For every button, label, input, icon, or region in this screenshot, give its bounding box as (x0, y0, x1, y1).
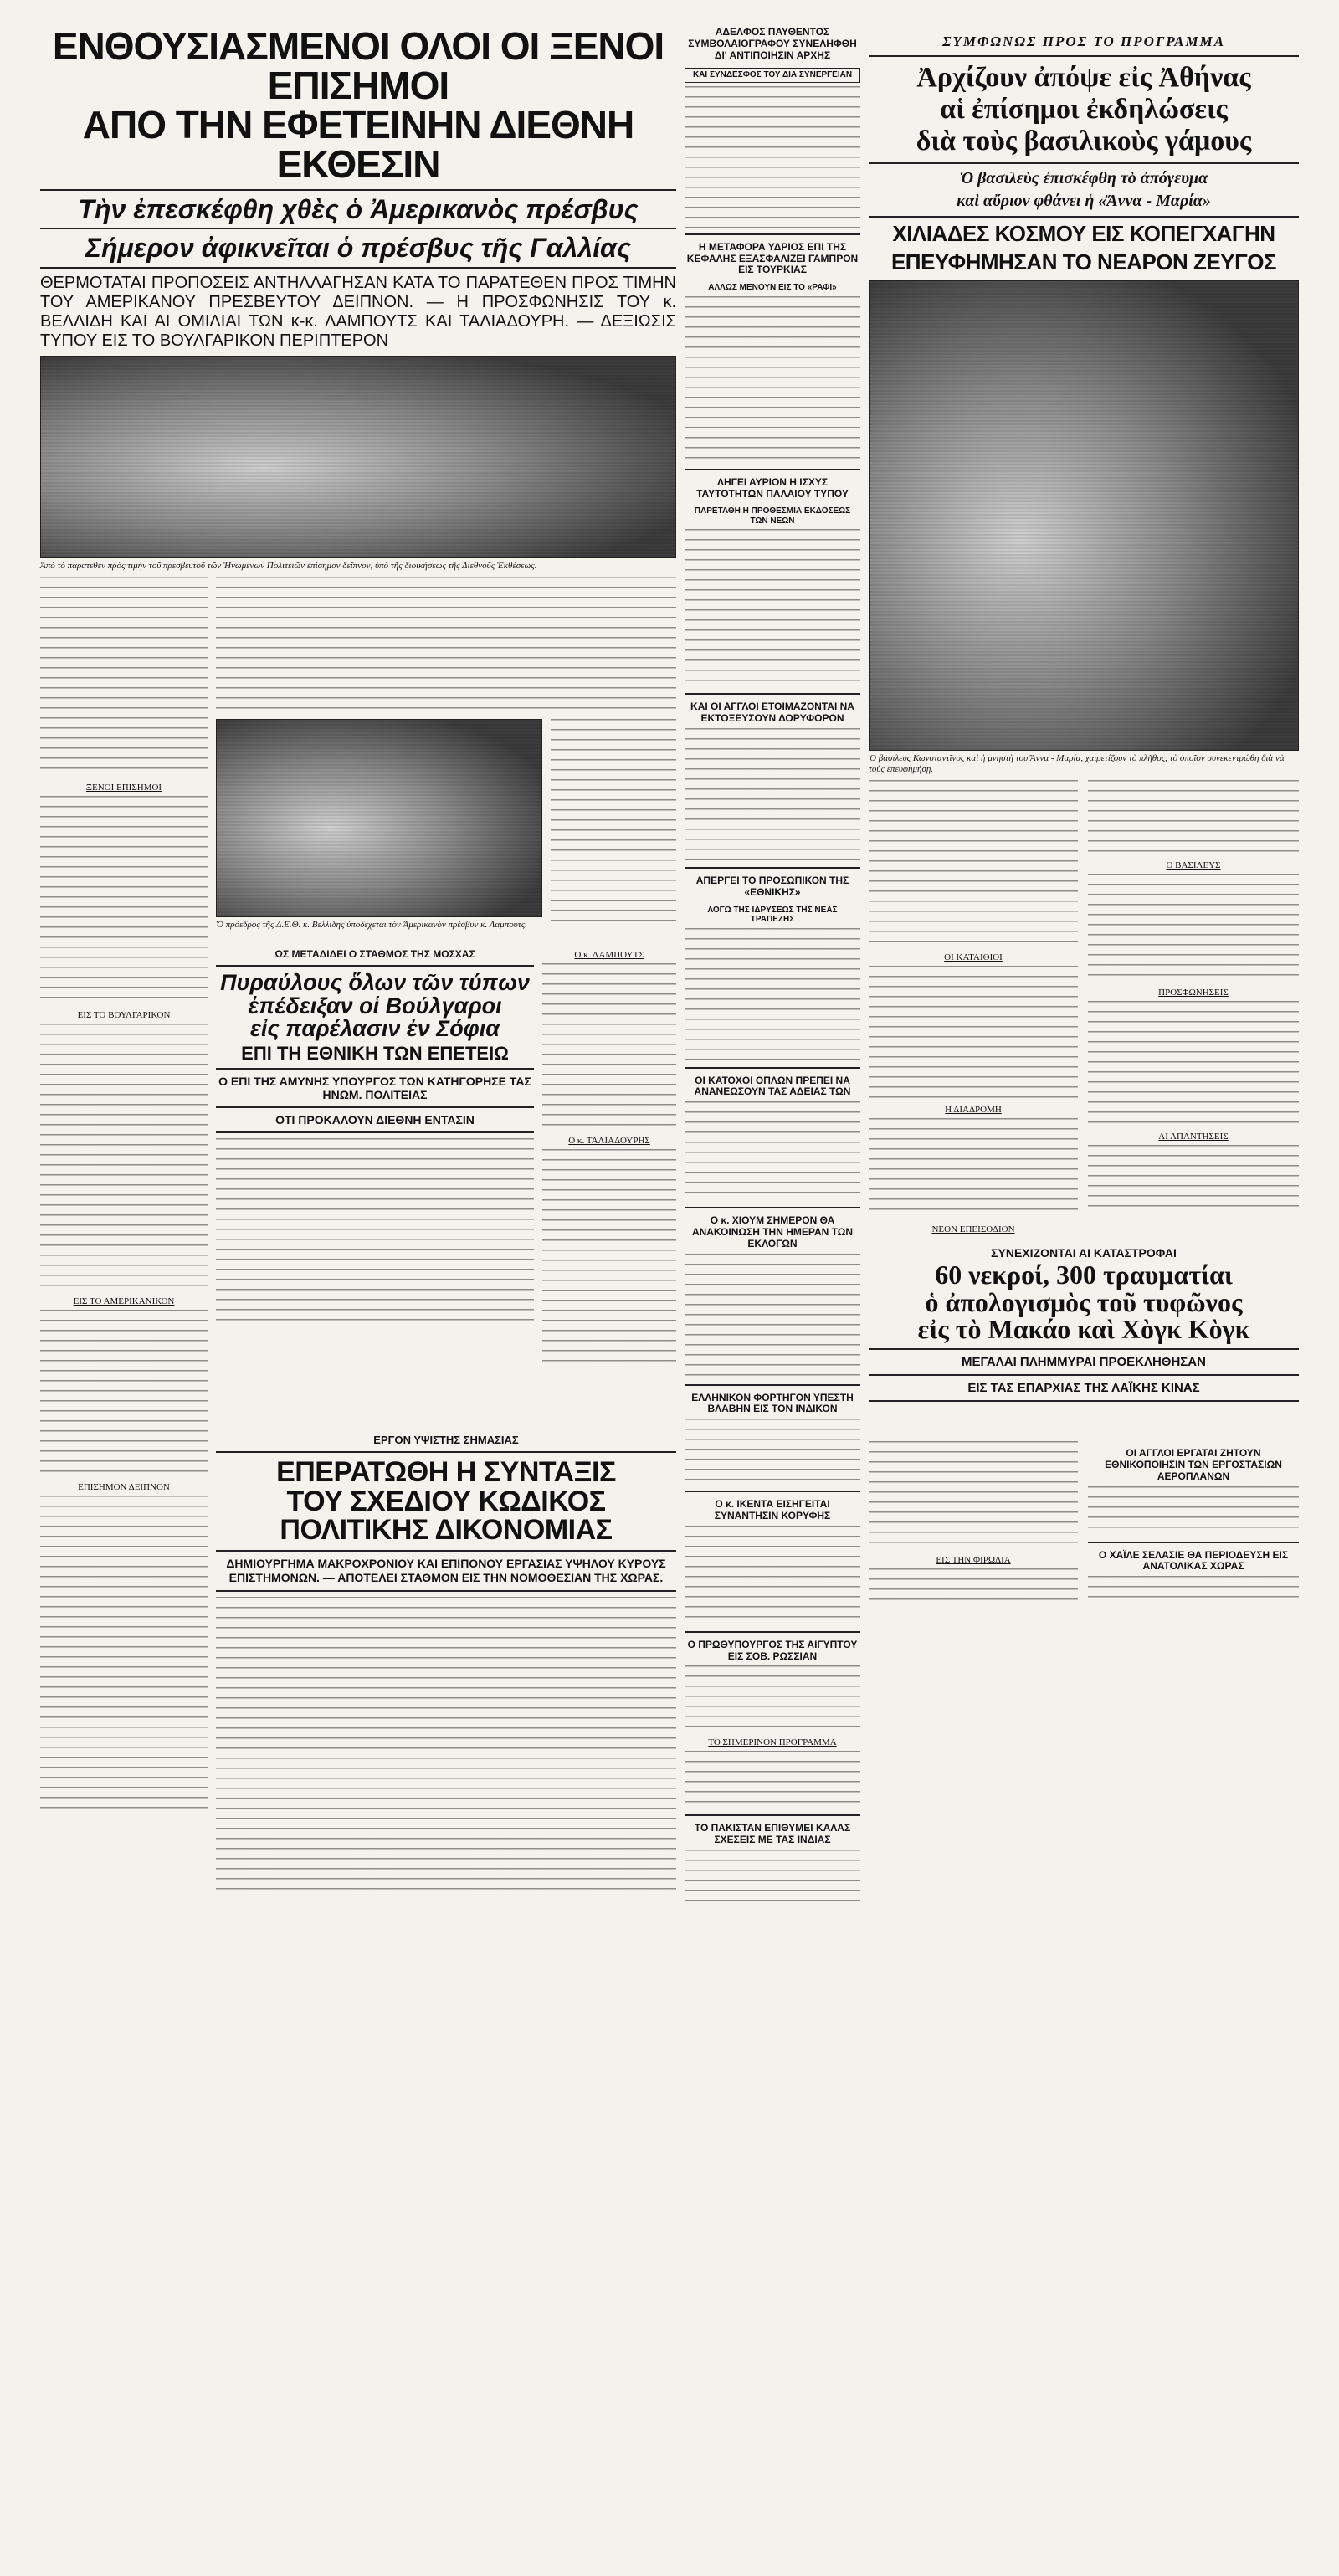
bulgar-body (216, 1138, 534, 1322)
ergon-label: ΕΡΓΟΝ ΥΨΙΣΤΗΣ ΣΗΜΑΣΙΑΣ (373, 1434, 519, 1447)
brief-head-5: ΑΠΕΡΓΕΙ ΤΟ ΠΡΟΣΩΠΙΚΟΝ ΤΗΣ «ΕΘΝΙΚΗΣ» (695, 874, 849, 898)
bulgar-head-4: ΕΠΙ ΤΗ ΕΘΝΙΚΗ ΤΩΝ ΕΠΕΤΕΙΩ (241, 1042, 509, 1064)
photo-reception-caption: Ὁ πρόεδρος τῆς Δ.Ε.Θ. κ. Βελλίδης ὑποδέχεται τὸν Ἀμερικανὸν πρέσβυν κ. Λαμπουτς. (216, 920, 527, 931)
brief-angloi: ΟΙ ΑΓΓΛΟΙ ΕΡΓΑΤΑΙ ΖΗΤΟΥΝ ΕΘΝΙΚΟΠΟΙΗΣΙΝ ΤΩΝ ΕΡΓΟΣΤΑΣΙΩΝ ΑΕΡΟΠΛΑΝΩΝ (1105, 1447, 1282, 1482)
typhoon-kicker: ΣΥΝΕΧΙΖΟΝΤΑΙ ΑΙ ΚΑΤΑΣΤΡΟΦΑΙ (991, 1246, 1177, 1260)
section-fyrodia: ΕΙΣ ΤΗΝ ΦΙΡΩΔΙΑ (936, 1555, 1011, 1566)
body-text (40, 1310, 208, 1477)
photo2-block (216, 719, 542, 936)
royal-deck-1: ΧΙΛΙΑΔΕΣ ΚΟΣΜΟΥ ΕΙΣ ΚΟΠΕΓΧΑΓΗΝ (892, 221, 1275, 247)
brief-head-6: ΟΙ ΚΑΤΟΧΟΙ ΟΠΛΩΝ ΠΡΕΠΕΙ ΝΑ ΑΝΑΝΕΩΣΟΥΝ ΤΑΣ ΑΔΕΙΑΣ ΤΩΝ (694, 1074, 851, 1098)
brief-head-1: ΑΔΕΛΦΟΣ ΠΑΥΘΕΝΤΟΣ ΣΥΜΒΟΛΑΙΟΓΡΑΦΟΥ ΣΥΝΕΛΗΦΘΗ ΔΙ' ΑΝΤΙΠΟΙΗΣΙΝ ΑΡΧΗΣ (688, 26, 857, 61)
royal-deck-2: ΕΠΕΥΦΗΜΗΣΑΝ ΤΟ ΝΕΑΡΟΝ ΖΕΥΓΟΣ (890, 249, 1277, 275)
typhoon-body (869, 1441, 1078, 1609)
headline-line-2: ΑΠΟ ΤΗΝ ΕΦΕΤΕΙΝΗΝ ΔΙΕΘΝΗ ΕΚΘΕΣΙΝ (82, 102, 634, 186)
divider (40, 228, 676, 229)
column-briefs (685, 0, 860, 1908)
photo-royal-couple (869, 280, 1299, 751)
royal-head-3: διὰ τοὺς βασιλικοὺς γάμους (916, 126, 1252, 157)
brief-head-9: Ο κ. ΙΚΕΝΤΑ ΕΙΣΗΓΕΙΤΑΙ ΣΥΝΑΝΤΗΣΙΝ ΚΟΡΥΦΗΣ (714, 1498, 831, 1521)
bulgar-head-2: ἐπέδειξαν οἱ Βούλγαροι (248, 993, 502, 1019)
royal-body-col-b (1088, 780, 1299, 1215)
section-taliadouris: Ο κ. ΤΑΛΙΑΔΟΥΡΗΣ (568, 1136, 650, 1147)
section-apantiseis: ΑΙ ΑΠΑΝΤΗΣΕΙΣ (1158, 1131, 1229, 1142)
royal-head-2: αἱ ἐπίσημοι ἐκδηλώσεις (940, 94, 1228, 126)
body-text (40, 1024, 208, 1291)
code-head-1: ΕΠΕΡΑΤΩΘΗ Η ΣΥΝΤΑΞΙΣ (276, 1456, 616, 1489)
brief-head-2: Η ΜΕΤΑΦΟΡΑ ΥΔΡΙΟΣ ΕΠΙ ΤΗΣ ΚΕΦΑΛΗΣ ΕΞΑΣΦΑΛΙΖΕΙ ΓΑΜΠΡΟΝ ΕΙΣ ΤΟΥΡΚΙΑΣ (686, 240, 859, 276)
body-text (40, 577, 208, 777)
photo-royal-caption: Ὁ βασιλεὺς Κωνσταντῖνος καὶ ἡ μνηστὴ του Ἄννα - Μαρία, χαιρετίζουν τὸ πλῆθος, τὸ ὁποῖον συνεκεντρώθη διὰ νὰ τοὺς ἐπευφημήσῃ. (869, 752, 1285, 775)
section-amerikaniko: ΕΙΣ ΤΟ ΑΜΕΡΙΚΑΝΙΚΟΝ (73, 1296, 175, 1307)
typhoon-deck-2: ΕΙΣ ΤΑΣ ΕΠΑΡΧΙΑΣ ΤΗΣ ΛΑΪΚΗΣ ΚΙΝΑΣ (967, 1381, 1200, 1396)
body-text-side (551, 719, 676, 928)
bulgar-head-1: Πυραύλους ὅλων τῶν τύπων (220, 970, 530, 996)
column-main-story (40, 0, 676, 2576)
section-prosfoniseis: ΠΡΟΣΦΩΝΗΣΕΙΣ (1158, 988, 1229, 998)
section-programma: ΤΟ ΣΗΜΕΡΙΝΟΝ ΠΡΟΓΡΑΜΜΑ (708, 1737, 837, 1748)
section-diadromi: Η ΔΙΑΔΡΟΜΗ (945, 1105, 1002, 1116)
section-neon: ΝΕΟΝ ΕΠΕΙΣΟΔΙΟΝ (931, 1224, 1015, 1235)
section-vasilefs: Ο ΒΑΣΙΛΕΥΣ (1166, 860, 1221, 871)
brief-head-11: ΤΟ ΠΑΚΙΣΤΑΝ ΕΠΙΘΥΜΕΙ ΚΑΛΑΣ ΣΧΕΣΕΙΣ ΜΕ ΤΑΣ ΙΝΔΙΑΣ (694, 1822, 851, 1846)
brief-head-2b: ΑΛΛΩΣ ΜΕΝΟΥΝ ΕΙΣ ΤΟ «ΡΑΦΙ» (708, 283, 837, 293)
code-deck: ΔΗΜΙΟΥΡΓΗΜΑ ΜΑΚΡΟΧΡΟΝΙΟΥ ΚΑΙ ΕΠΙΠΟΝΟΥ ΕΡΓΑΣΙΑΣ ΥΨΗΛΟΥ ΚΥΡΟΥΣ ΕΠΙΣΤΗΜΟΝΩΝ. — ΑΠΟΤΕΛΕΙ ΣΤΑΘΜΟΝ ΕΙΣ ΤΗΝ ΝΟΜΟΘΕΣΙΑΝ ΤΗΣ ΧΩΡΑΣ. (226, 1557, 666, 1584)
divider (40, 267, 676, 269)
royal-sub-2: καὶ αὔριον φθάνει ἡ «Ἄννα - Μαρία» (957, 192, 1211, 211)
section-voulgariko: ΕΙΣ ΤΟ ΒΟΥΛΓΑΡΙΚΟΝ (77, 1010, 171, 1021)
body-text (40, 796, 208, 1005)
photo-reception (216, 719, 542, 917)
main-body (40, 577, 676, 2576)
typhoon-deck-1: ΜΕΓΑΛΑΙ ΠΛΗΜΜΥΡΑΙ ΠΡΟΕΚΛΗΘΗΣΑΝ (962, 1355, 1206, 1370)
neon-epeisodion (869, 1219, 1078, 1238)
section-deipnon: ΕΠΙΣΗΜΟΝ ΔΕΙΠΝΟΝ (78, 1482, 170, 1493)
brief-head-4: ΚΑΙ ΟΙ ΑΓΓΛΟΙ ΕΤΟΙΜΑΖΟΝΤΑΙ ΝΑ ΕΚΤΟΞΕΥΣΟΥΝ ΔΟΡΥΦΟΡΟΝ (690, 700, 854, 725)
code-body (216, 1597, 676, 1890)
section-kataloipo: ΟΙ ΚΑΤΑΙΘΙΟΙ (944, 952, 1003, 963)
royal-body-col-a (869, 780, 1078, 1215)
photo-dinner (40, 356, 676, 558)
body-upper-text (216, 577, 676, 711)
headline-line-1: ΕΝΘΟΥΣΙΑΣΜΕΝΟΙ ΟΛΟΙ ΟΙ ΞΕΝΟΙ ΕΠΙΣΗΜΟΙ (52, 24, 664, 107)
royal-kicker: ΣΥΜΦΩΝΩΣ ΠΡΟΣ ΤΟ ΠΡΟΓΡΑΜΜΑ (941, 33, 1226, 49)
subhead-1: Τὴν ἐπεσκέφθη χθὲς ὁ Ἀμερικανὸς πρέσβυς (78, 193, 639, 224)
royal-body (869, 780, 1299, 1617)
typhoon-head-2: ὁ ἀπολογισμὸς τοῦ τυφῶνος (925, 1286, 1243, 1317)
typhoon-story (869, 1244, 1299, 1407)
body-text (40, 1496, 208, 1814)
bulgar-deck-1: Ο ΕΠΙ ΤΗΣ ΑΜΥΝΗΣ ΥΠΟΥΡΓΟΣ ΤΩΝ ΚΑΤΗΓΟΡΗΣΕ ΤΑΣ ΗΝΩΜ. ΠΟΛΙΤΕΙΑΣ (218, 1075, 531, 1102)
code-story (216, 1430, 676, 1890)
brief-head-7: Ο κ. ΧΙΟΥΜ ΣΗΜΕΡΟΝ ΘΑ ΑΝΑΚΟΙΝΩΣΗ ΤΗΝ ΗΜΕΡΑΝ ΤΩΝ ΕΚΛΟΓΩΝ (691, 1214, 854, 1250)
divider (40, 189, 676, 191)
main-deck: ΘΕΡΜΟΤΑΤΑΙ ΠΡΟΠΟΣΕΙΣ ΑΝΤΗΛΛΑΓΗΣΑΝ ΚΑΤΑ ΤΟ ΠΑΡΑΤΕΘΕΝ ΠΡΟΣ ΤΙΜΗΝ ΤΟΥ ΑΜΕΡΙΚΑΝΟΥ ΠΡΕΣΒΕΥΤΟΥ ΔΕΙΠΝΟΝ. — Η ΠΡΟΣΦΩΝΗΣΙΣ ΤΟΥ κ. ΒΕΛΛΙΔΗ ΚΑΙ ΑΙ ΟΜΙΛΙΑΙ ΤΩΝ κ-κ. ΛΑΜΠΟΥΤΣ ΚΑΙ ΤΑΛΙΑΔΟΥΡΗ. — ΔΕΞΙΩΣΙΣ ΤΥΠΟΥ ΕΙΣ ΤΟ ΒΟΥΛΓΑΡΙΚΟΝ ΠΕΡΙΠΤΕΡΟΝ (40, 273, 676, 350)
brief-head-3b: ΠΑΡΕΤΑΘΗ Η ΠΡΟΘΕΣΜΙΑ ΕΚΔΟΣΕΩΣ ΤΩΝ ΝΕΩΝ (694, 506, 851, 526)
photo-dinner-caption: Ἀπὸ τὸ παρατεθὲν πρὸς τιμὴν τοῦ πρεσβευτοῦ τῶν Ἡνωμένων Πολιτειῶν ἐπίσημον δεῖπνον, ὑπὸ τῆς διοικήσεως τῆς Διεθνοῦς Ἐκθέσεως. (40, 560, 537, 571)
moscow-story (216, 945, 534, 1322)
brief-selasie: Ο ΧΑΪΛΕ ΣΕΛΑΣΙΕ ΘΑ ΠΕΡΙΟΔΕΥΣΗ ΕΙΣ ΑΝΑΤΟΛΙΚΑΣ ΧΩΡΑΣ (1098, 1548, 1289, 1573)
typhoon-head-3: εἰς τὸ Μακάο καὶ Χὸγκ Κὸγκ (917, 1314, 1250, 1345)
brief-head-10: Ο ΠΡΩΘΥΠΟΥΡΓΟΣ ΤΗΣ ΑΙΓΥΠΤΟΥ ΕΙΣ ΣΟΒ. ΡΩΣΣΙΑΝ (687, 1638, 858, 1662)
code-head-2: ΤΟΥ ΣΧΕΔΙΟΥ ΚΩΔΙΚΟΣ (286, 1485, 606, 1517)
royal-sub-1: Ὁ βασιλεὺς ἐπισκέφθη τὸ ἀπόγευμα (959, 169, 1208, 188)
moscow-label: ΩΣ ΜΕΤΑΔΙΔΕΙ Ο ΣΤΑΘΜΟΣ ΤΗΣ ΜΟΣΧΑΣ (274, 948, 475, 961)
column-royal-wedding (869, 0, 1299, 1617)
section-xenoi: ΞΕΝΟΙ ΕΠΙΣΗΜΟΙ (85, 783, 162, 793)
code-head-3: ΠΟΛΙΤΙΚΗΣ ΔΙΚΟΝΟΜΙΑΣ (280, 1514, 613, 1547)
brief-head-5b: ΛΟΓΩ ΤΗΣ ΙΔΡΥΣΕΩΣ ΤΗΣ ΝΕΑΣ ΤΡΑΠΕΖΗΣ (707, 905, 838, 925)
briefs-right (1088, 1441, 1299, 1601)
brief-head-3: ΛΗΓΕΙ ΑΥΡΙΟΝ Η ΙΣΧΥΣ ΤΑΥΤΟΤΗΤΩΝ ΠΑΛΑΙΟΥ ΤΥΠΟΥ (696, 475, 849, 500)
typhoon-head-1: 60 νεκροί, 300 τραυματίαι (935, 1260, 1233, 1291)
royal-head-1: Ἀρχίζουν ἀπόψε εἰς Ἀθήνας (916, 62, 1251, 93)
bulgar-head-3: εἰς παρέλασιν ἐν Σόφια (250, 1016, 500, 1042)
brief-head-8: ΕΛΛΗΝΙΚΟΝ ΦΟΡΤΗΓΟΝ ΥΠΕΣΤΗ ΒΛΑΒΗΝ ΕΙΣ ΤΟΝ ΙΝΔΙΚΟΝ (691, 1391, 854, 1415)
bulgar-deck-2: ΟΤΙ ΠΡΟΚΑΛΟΥΝ ΔΙΕΘΝΗ ΕΝΤΑΣΙΝ (275, 1113, 475, 1127)
body-text-right (542, 945, 676, 1363)
brief-head-1b: ΚΑΙ ΣΥΝΔΕΣΦΟΣ ΤΟΥ ΔΙΑ ΣΥΝΕΡΓΕΙΑΝ (685, 68, 860, 83)
section-lamputs: Ο κ. ΛΑΜΠΟΥΤΣ (574, 950, 644, 961)
body-column-a (40, 577, 208, 1907)
subhead-2: Σήμερον ἀφικνεῖται ὁ πρέσβυς τῆς Γαλλίας (85, 233, 631, 264)
